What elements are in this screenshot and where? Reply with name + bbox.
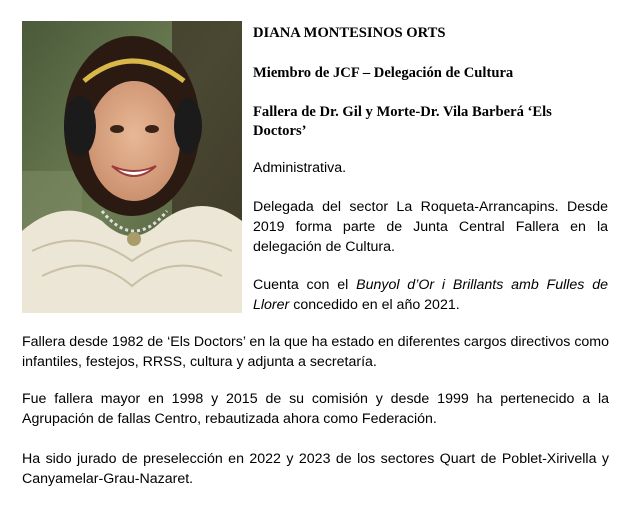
person-falla: Fallera de Dr. Gil y Morte-Dr. Vila Barberá ‘Els Doctors’ [253,104,552,139]
bio-paragraph: Fue fallera mayor en 1998 y 2015 de su comisión y desde 1999 ha pertenecido a la Agrupación de fallas Centro, rebautizada ahora como Federación. [22,391,609,427]
delegation-paragraph: Delegada del sector La Roqueta-Arrancapins. Desde 2019 forma parte de Junta Central Fallera en la delegación de Cultura. [253,199,608,255]
person-role: Miembro de JCF – Delegación de Cultura [253,65,514,81]
portrait-photo [22,21,242,313]
award-suffix: concedido en el año 2021. [289,297,460,313]
profile-header [253,24,608,315]
award-name: Bunyol d’Or i Brillants amb Fulles de Llorer [253,277,608,313]
occupation: Administrativa. [253,160,347,176]
award-prefix: Cuenta con el [253,277,357,293]
bio-paragraph: Fallera desde 1982 de ‘Els Doctors’ en la que ha estado en diferentes cargos directivos como infantiles, festejos, RRSS, cultura y adjunta a secretaría. [22,334,610,370]
person-name: DIANA MONTESINOS ORTS [253,25,446,41]
award-paragraph [253,275,608,315]
bio-paragraph: Ha sido jurado de preselección en 2022 y 2023 de los sectores Quart de Poblet-Xirivella y Canyamelar-Grau-Nazaret. [22,451,609,487]
